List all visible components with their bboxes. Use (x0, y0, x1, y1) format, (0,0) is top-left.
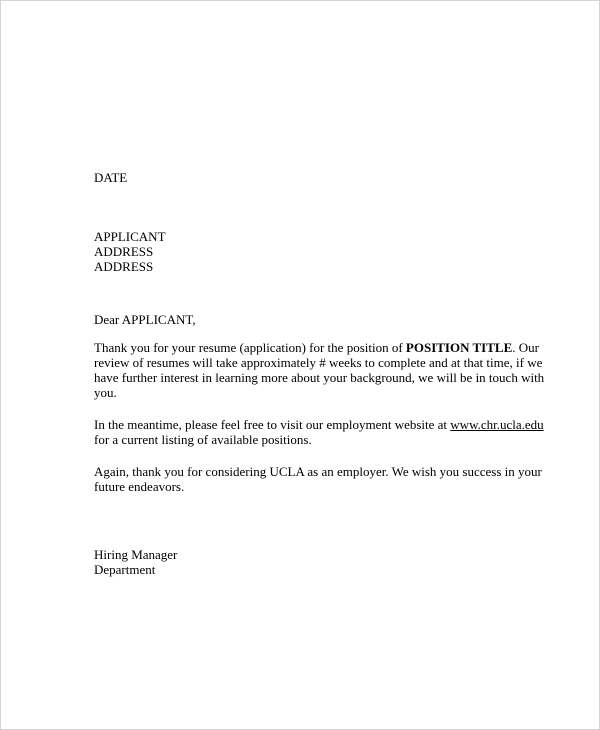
letter-body (94, 170, 554, 577)
signer-title: Hiring Manager (94, 547, 178, 562)
paragraph-employment-website (94, 417, 554, 447)
paragraph-2-text-start: In the meantime, please feel free to visit our employment website at (94, 417, 451, 432)
recipient-name: APPLICANT (94, 229, 166, 244)
recipient-block (94, 229, 554, 274)
recipient-address-line-2: ADDRESS (94, 259, 154, 274)
paragraph-resume-review (94, 340, 554, 400)
salutation: Dear APPLICANT, (94, 312, 196, 327)
position-title: POSITION TITLE (405, 340, 513, 355)
paragraph-1-text-end: . Our review of resumes will take approximately # weeks to complete and at that time, if we have further interest in learning more about your background, we will be in touch with you. (94, 340, 545, 400)
paragraph-closing: Again, thank you for considering UCLA as an employer. We wish you success in your future endeavors. (94, 464, 542, 494)
signature-block (94, 547, 554, 577)
employment-website-link[interactable]: www.chr.ucla.edu (450, 417, 544, 432)
recipient-address-line-1: ADDRESS (94, 244, 154, 259)
signer-department: Department (94, 562, 156, 577)
paragraph-2-text-end: for a current listing of available positions. (94, 432, 312, 447)
paragraph-1-text-start: Thank you for your resume (application) for the position of (94, 340, 406, 355)
letter-date: DATE (94, 170, 128, 185)
